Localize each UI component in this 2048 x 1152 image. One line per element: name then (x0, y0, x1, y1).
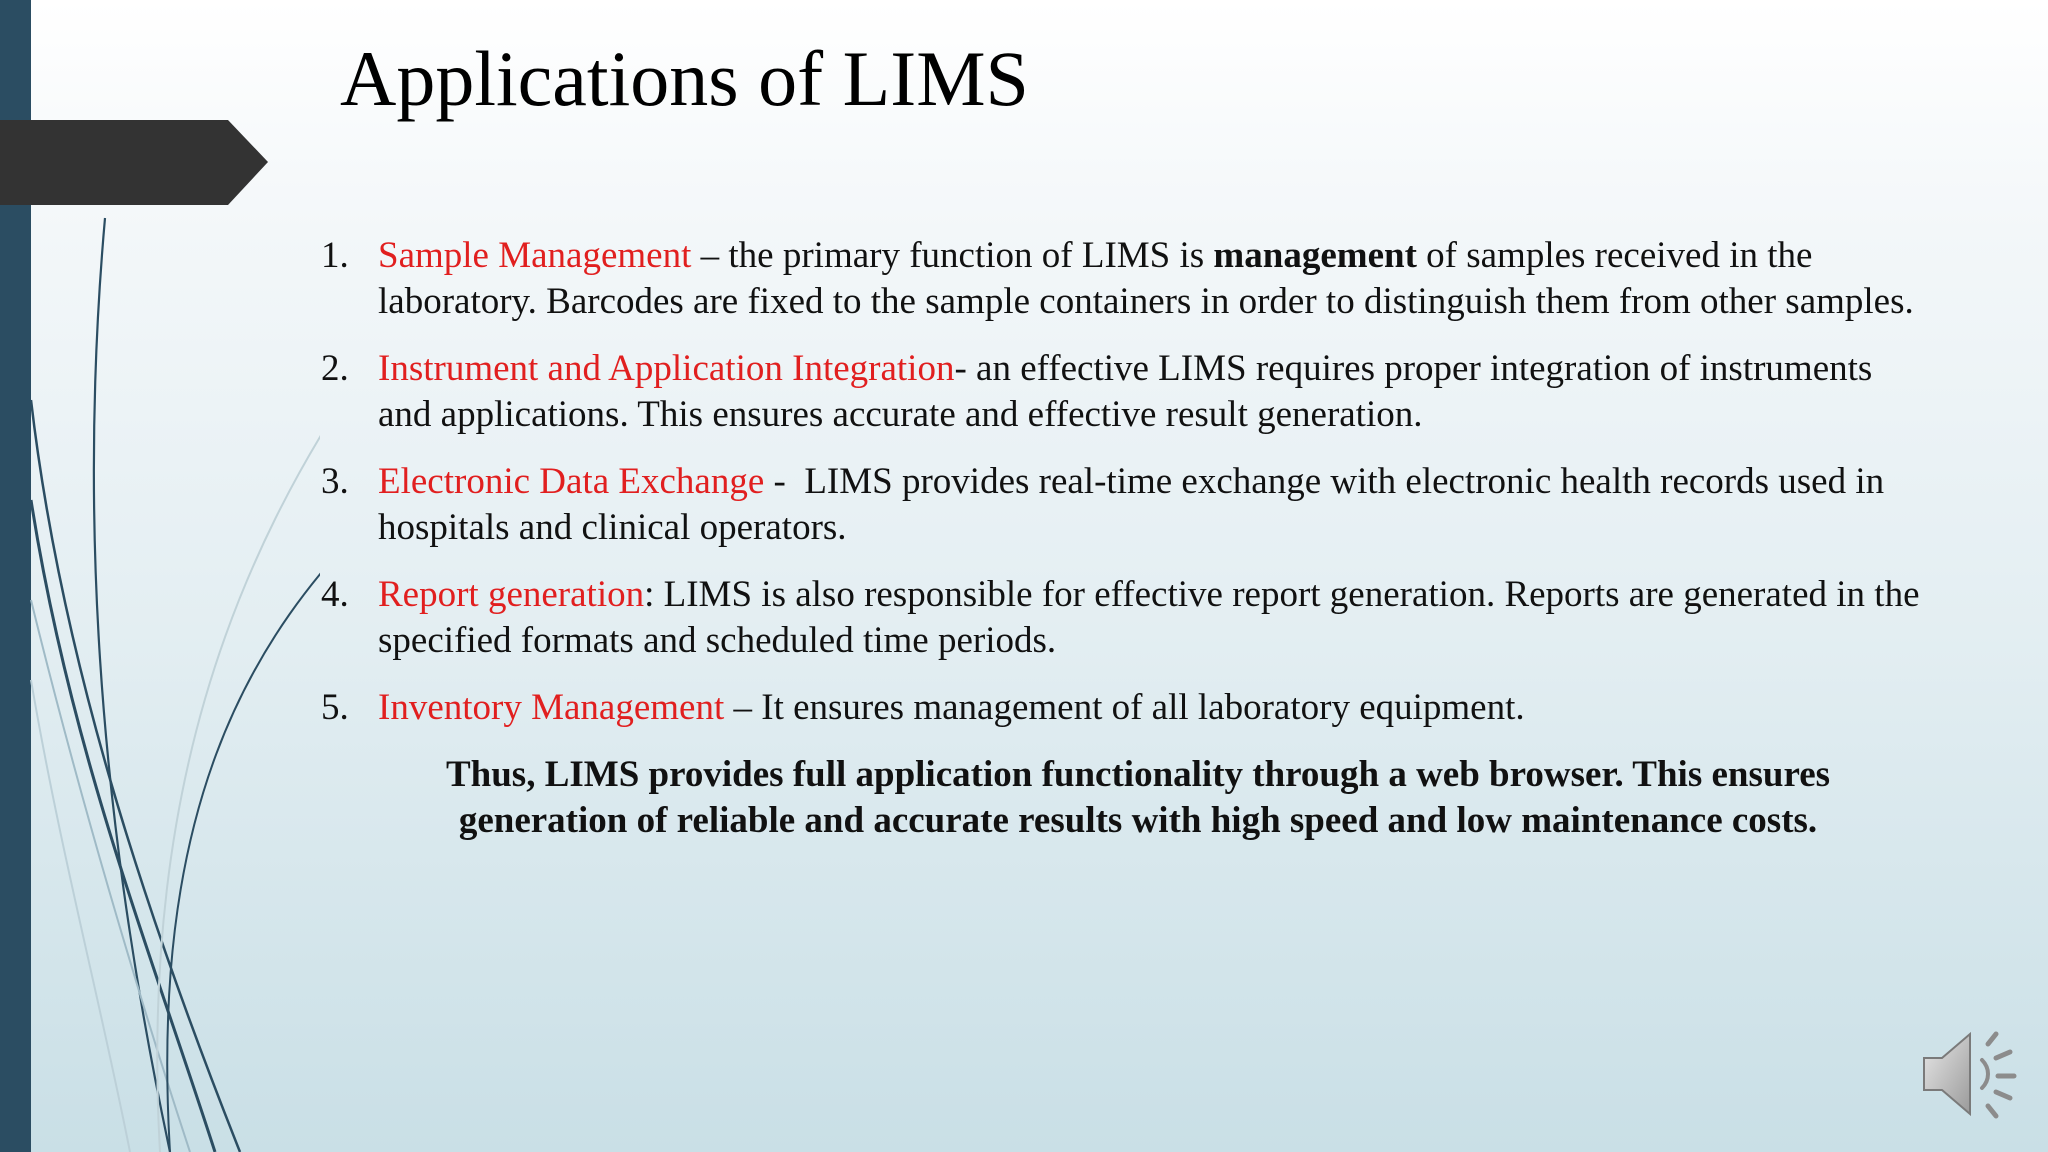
item-text: – It ensures management of all laboratory equipment. (724, 687, 1525, 728)
item-number: 5. (321, 687, 349, 728)
item-text: : LIMS is also responsible for effective report generation. Reports are generated in the specified formats and scheduled time periods. (378, 574, 1920, 661)
slide-content (318, 233, 1923, 881)
item-text: - LIMS provides real-time exchange with electronic health records used in hospitals and clinical operators. (378, 461, 1894, 548)
speaker-icon[interactable] (1918, 1026, 2020, 1122)
item-term: Sample Management (378, 235, 692, 276)
item-number: 2. (321, 348, 349, 389)
list-item (318, 685, 1923, 731)
item-text: – the primary function of LIMS is (691, 235, 1214, 276)
slide-title: Applications of LIMS (340, 35, 1029, 122)
title-arrow-banner (0, 120, 268, 205)
item-term: Inventory Management (378, 687, 725, 728)
applications-list (318, 233, 1923, 731)
item-term: Report generation (378, 574, 645, 615)
item-bold-text: management (1213, 235, 1417, 276)
conclusion-text: Thus, LIMS provides full application functionality through a web browser. This ensures generation of reliable and accurate results with high speed and low maintenance costs. (445, 754, 1831, 841)
item-number: 4. (321, 574, 349, 615)
item-text: of samples received in the laboratory. Barcodes are fixed to the sample containers in order to distinguish them from other samples. (378, 235, 1914, 322)
list-item (318, 233, 1923, 325)
item-term: Electronic Data Exchange (378, 461, 765, 502)
item-text: - an effective LIMS requires proper integration of instruments and applications. This ensures accurate and effective result generation. (378, 348, 1873, 435)
item-number: 3. (321, 461, 349, 502)
list-item (318, 346, 1923, 438)
item-term: Instrument and Application Integration (378, 348, 955, 389)
list-item (318, 572, 1923, 664)
list-item (318, 459, 1923, 551)
item-number: 1. (321, 235, 349, 276)
